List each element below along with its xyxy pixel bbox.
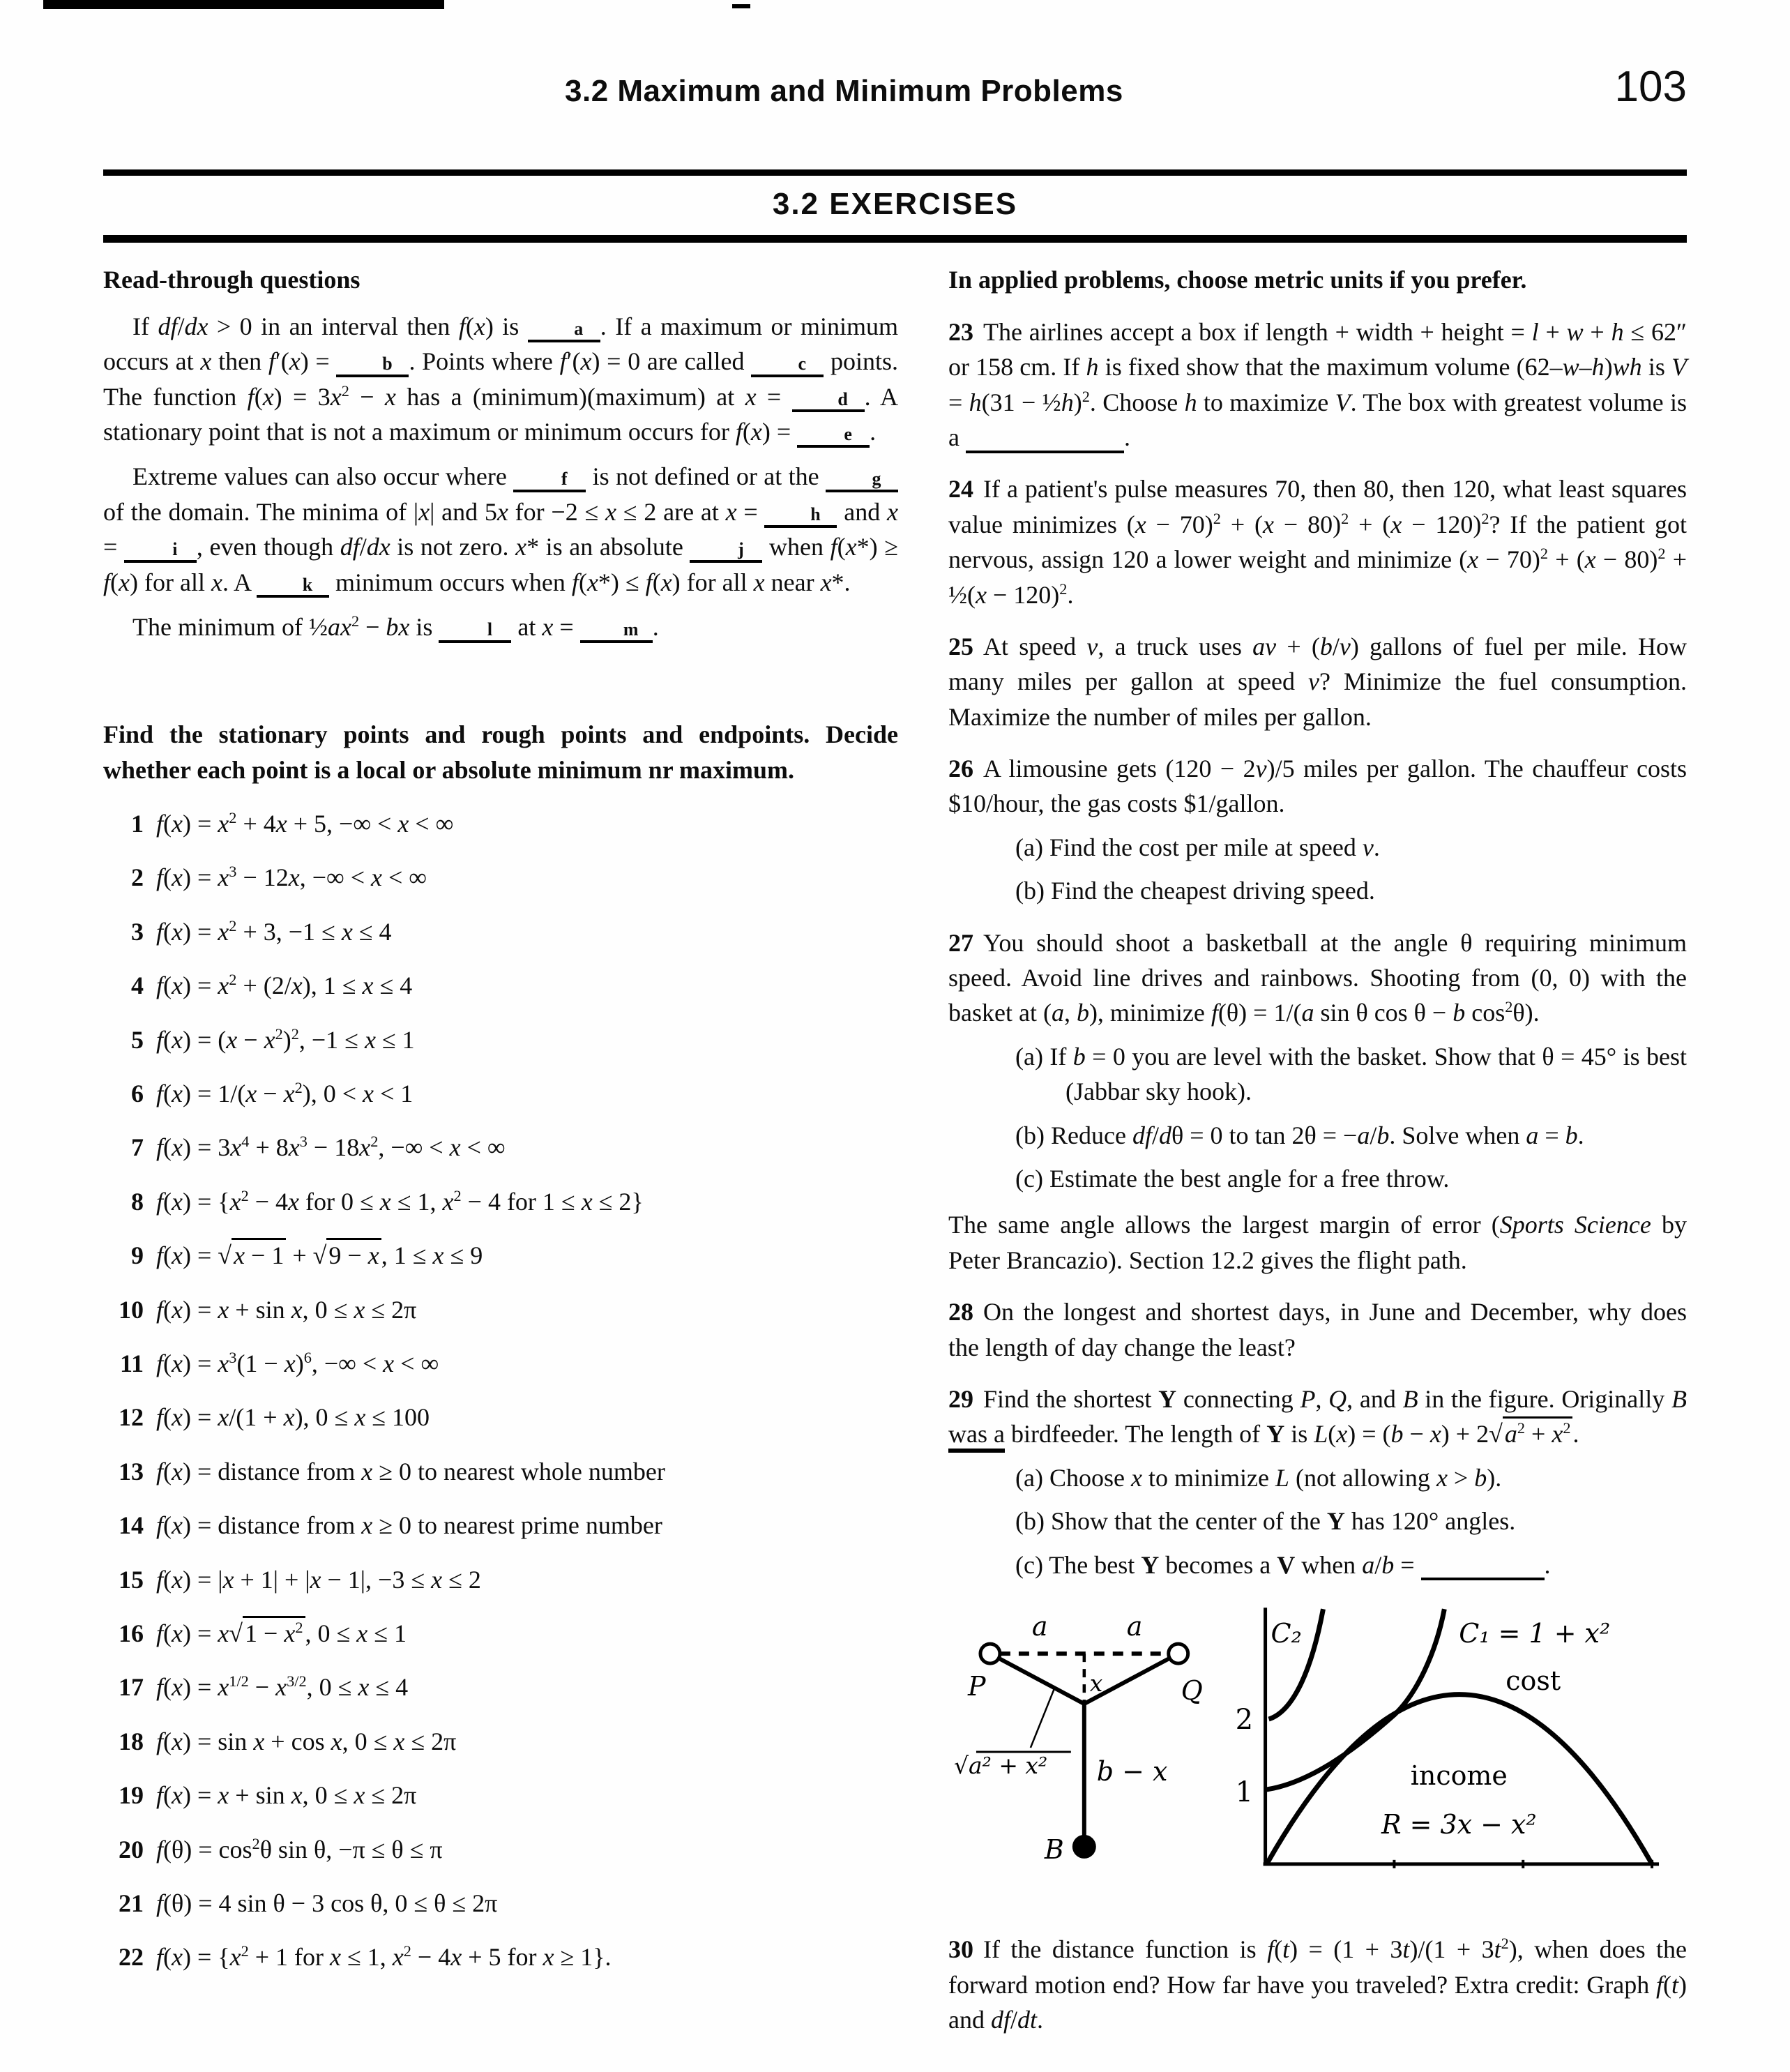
problem-text: The airlines accept a box if length + width + height = l + w + h ≤ 62″ or 158 cm. If h is fixed show that the maximum volume (62–w–h)wh is V = h(31 − ½h)$^2$. Choose h to maximize V. The box with greatest volume is a . <box>948 318 1687 451</box>
problem-number: 6 <box>131 1080 144 1108</box>
y-diagram-and-cost-income-graph <box>948 1599 1687 1906</box>
problem-text: If the distance function is $f(t) = (1 + 3t)/(1 + 3t^2)$, when does the forward motion end? How far have you traveled? Extra credit: Graph f(t) and df/dt. <box>948 1935 1687 2034</box>
problem-text: f(x) = sin x + cos x, 0 ≤ x ≤ 2π <box>156 1727 457 1755</box>
problem-27-part-a: (a) If b = 0 you are level with the basket. Show that θ = 45° is best (Jabbar sky hook). <box>1015 1042 1687 1106</box>
problem-number: 30 <box>948 1935 973 1964</box>
problem-number: 21 <box>119 1889 144 1917</box>
label-revenue-formula: R = 3x − x² <box>1381 1808 1537 1840</box>
problem-text: $f(x) = \{x^2 + 1$ for x ≤ 1, $x^2 - 4x + 5$ for x ≥ 1}. <box>156 1942 612 1972</box>
problem-10 <box>103 1292 898 1327</box>
problem-number: 8 <box>131 1187 144 1216</box>
problem-text: If a patient's pulse measures 70, then 80, then 120, what least squares value minimizes $(x - 70)^2 + (x - 80)^2 + (x - 120)^2$? If the patient got nervous, assign 120 a lower weight and minimize $(x - 70)^2 + (x - 80)^2$ + ½(x − 120)$^2$. <box>948 475 1687 609</box>
problem-27-part-b: (b) Reduce df/dθ = 0 to tan 2θ = −a/b. Solve when a = b. <box>1015 1121 1584 1149</box>
problem-text: A limousine gets (120 − 2v)/5 miles per gallon. The chauffeur costs $10/hour, the gas costs $1/gallon. <box>948 755 1687 818</box>
stationary-points-heading: Find the stationary points and rough points and endpoints. Decide whether each point is a local or absolute minimum nr maximum. <box>103 720 898 784</box>
problem-text: $f(x) = x^3 - 12x$, −∞ < x < ∞ <box>156 863 427 892</box>
problem-20 <box>103 1832 898 1867</box>
problem-number: 15 <box>119 1565 144 1594</box>
problem-11 <box>103 1346 898 1381</box>
label-Q: Q <box>1181 1674 1203 1706</box>
problem-number: 12 <box>119 1403 144 1432</box>
curve-c1-label: C₁ = 1 + x² <box>1459 1618 1611 1649</box>
problem-number: 23 <box>948 317 973 346</box>
read-through-paragraph-1: If df/dx > 0 in an interval then f(x) is a . If a maximum or minimum occurs at x then f′(x) = b . Points where f′(x) = 0 are called c points. The function $f(x) = 3x^2 - x$ has a (minimum)(maximum) at x = d . A stationary point that is not a maximum or minimum occurs for f(x) = e . <box>103 309 898 450</box>
section-title: 3.2 Maximum and Minimum Problems <box>565 74 1123 108</box>
segment-p-junction <box>990 1654 1084 1704</box>
problem-text: f(x) = distance from x ≥ 0 to nearest prime number <box>156 1511 662 1540</box>
problem-number: 24 <box>948 475 973 504</box>
problem-text: At speed v, a truck uses av + (b/v) gallons of fuel per mile. How many miles per gallon at speed v? Minimize the fuel consumption. Maximize the number of miles per gallon. <box>948 632 1687 731</box>
problem-29-part-b: (b) Show that the center of the Y has 120° angles. <box>1015 1507 1516 1536</box>
problem-30 <box>948 1932 1687 2037</box>
problem-22 <box>103 1939 898 1974</box>
problem-15 <box>103 1562 898 1597</box>
problem-8 <box>103 1184 898 1219</box>
problem-18 <box>103 1724 898 1759</box>
problem-text: f(x) = |x + 1| + |x − 1|, −3 ≤ x ≤ 2 <box>156 1565 481 1594</box>
problem-number: 27 <box>948 928 973 957</box>
point-B <box>1072 1835 1096 1859</box>
problem-23 <box>948 315 1687 455</box>
problem-number: 19 <box>119 1781 144 1810</box>
problem-text: Find the shortest Y connecting P, Q, and B in the figure. Originally B was a birdfeeder. The length of Y is $L(x) = (b - x) + 2√a^2 + x^2$. <box>948 1385 1687 1453</box>
problem-number: 2 <box>131 863 144 892</box>
problem-9 <box>103 1238 898 1273</box>
problem-number: 9 <box>131 1241 144 1270</box>
problem-25 <box>948 629 1687 734</box>
problem-19 <box>103 1778 898 1813</box>
problem-13 <box>103 1454 898 1489</box>
problem-text: $f(x) = 1/(x - x^2)$, 0 < x < 1 <box>156 1079 414 1108</box>
running-head <box>103 0 1687 118</box>
problem-29-part-a: (a) Choose x to minimize L (not allowing x > b). <box>1015 1463 1502 1492</box>
point-P <box>980 1644 1000 1663</box>
problem-number: 17 <box>119 1673 144 1702</box>
problem-text: $f(x) = x^2 + 3$, −1 ≤ x ≤ 4 <box>156 916 392 946</box>
label-b-minus-x: b − x <box>1096 1755 1168 1787</box>
curve-c2-label: C₂ <box>1271 1618 1302 1649</box>
left-column <box>103 262 898 2054</box>
scan-artifact-small <box>732 4 750 8</box>
problem-4 <box>103 968 898 1003</box>
problem-number: 10 <box>119 1295 144 1324</box>
problem-26 <box>948 751 1687 909</box>
label-P: P <box>967 1670 986 1702</box>
label-a-left: a <box>1031 1611 1048 1642</box>
problem-text: $f(x) = 3x^4 + 8x^3 - 18x^2$, −∞ < x < ∞ <box>156 1133 506 1162</box>
problem-number: 4 <box>131 971 144 1000</box>
problem-number: 22 <box>119 1943 144 1972</box>
applied-problems-heading: In applied problems, choose metric units if you prefer. <box>948 266 1527 294</box>
problem-number: 13 <box>119 1457 144 1485</box>
problem-text: f(x) = distance from x ≥ 0 to nearest whole number <box>156 1457 665 1485</box>
problem-text: f(x) = x/(1 + x), 0 ≤ x ≤ 100 <box>156 1403 430 1432</box>
problem-number: 1 <box>131 810 144 838</box>
problem-1 <box>103 806 898 841</box>
problem-26-part-b: (b) Find the cheapest driving speed. <box>1015 877 1375 905</box>
label-hypotenuse: √a² + x² <box>953 1751 1048 1779</box>
problem-text: You should shoot a basketball at the angle θ requiring minimum speed. Avoid line drives and rainbows. Shooting from (0, 0) with the basket at (a, b), minimize f(θ) = 1/(a sin θ cos θ − b $\cos^2\theta$). <box>948 928 1687 1027</box>
problem-number: 20 <box>119 1835 144 1863</box>
problem-text: On the longest and shortest days, in June and December, why does the length of day change the least? <box>948 1298 1687 1361</box>
problem-text: $f(x) = x^2 + 4x + 5$, −∞ < x < ∞ <box>156 809 454 838</box>
callout-line <box>1031 1687 1055 1748</box>
problem-14 <box>103 1508 898 1543</box>
tick-label-1: 1 <box>1235 1776 1254 1808</box>
problem-28 <box>948 1294 1687 1365</box>
problem-text: f(x) = x + sin x, 0 ≤ x ≤ 2π <box>156 1781 417 1810</box>
problem-text: $f(x) = (x - x^2)^2$, −1 ≤ x ≤ 1 <box>156 1024 415 1054</box>
problem-16 <box>103 1616 898 1651</box>
problem-6 <box>103 1076 898 1111</box>
point-Q <box>1169 1644 1188 1663</box>
label-income: income <box>1410 1760 1508 1791</box>
label-x: x <box>1089 1669 1103 1697</box>
problem-29-part-c: (c) The best Y becomes a V when a/b = . <box>948 1548 1687 1582</box>
problem-number: 18 <box>119 1727 144 1755</box>
problem-29 <box>948 1382 1687 1582</box>
problem-27 <box>948 925 1687 1278</box>
label-cost: cost <box>1505 1665 1561 1696</box>
problem-12 <box>103 1400 898 1435</box>
exercises-title: 3.2 EXERCISES <box>772 186 1018 221</box>
problem-number: 7 <box>131 1133 144 1162</box>
problem-text: $f(x) = x^2 + (2/x)$, 1 ≤ x ≤ 4 <box>156 971 413 1000</box>
problem-text: f(x) = x + sin x, 0 ≤ x ≤ 2π <box>156 1295 417 1324</box>
scan-artifact <box>43 0 444 9</box>
problem-number: 14 <box>119 1511 144 1540</box>
problem-number: 29 <box>948 1384 973 1413</box>
two-column-layout <box>103 262 1687 2054</box>
problem-text: $f(\theta) = \cos^2\theta$ sin θ, −π ≤ θ ≤ π <box>156 1834 443 1863</box>
problem-17 <box>103 1670 898 1704</box>
problem-text: f(x) = √x − 1 + √9 − x, 1 ≤ x ≤ 9 <box>156 1238 483 1269</box>
problem-number: 26 <box>948 755 973 783</box>
problem-text: $f(x) = x√1 - x^2$, 0 ≤ x ≤ 1 <box>156 1616 407 1647</box>
problem-2 <box>103 860 898 895</box>
problem-3 <box>103 914 898 949</box>
figure-exercise-29 <box>948 1599 1687 1915</box>
problem-27-part-c: (c) Estimate the best angle for a free throw. <box>1015 1164 1450 1193</box>
read-through-paragraph-3: The minimum of $\frac{1}{2}ax^2$ − bx is l at x = m . <box>103 610 898 644</box>
problem-number: 16 <box>119 1619 144 1647</box>
page-number: 103 <box>1614 63 1687 111</box>
problem-5 <box>103 1022 898 1057</box>
tick-label-2: 2 <box>1235 1703 1254 1736</box>
problem-number: 25 <box>948 632 973 660</box>
problem-text: $f(x) = \{x^2 - 4x$ for 0 ≤ x ≤ 1, $x^2 - 4$ for 1 ≤ x ≤ 2} <box>156 1186 644 1216</box>
problem-number: 5 <box>131 1025 144 1054</box>
problem-21 <box>103 1886 898 1921</box>
problem-text: $f(x) = x^3(1 - x)^6$, −∞ < x < ∞ <box>156 1348 439 1377</box>
problem-number: 28 <box>948 1298 973 1326</box>
label-B: B <box>1044 1833 1064 1865</box>
problem-24 <box>948 471 1687 612</box>
problem-text: $f(x) = x^{1/2} - x^{3/2}$, 0 ≤ x ≤ 4 <box>156 1672 409 1702</box>
right-column <box>948 262 1687 2054</box>
problem-text: f(θ) = 4 sin θ − 3 cos θ, 0 ≤ θ ≤ 2π <box>156 1889 498 1917</box>
read-through-paragraph-2: Extreme values can also occur where f is not defined or at the g of the domain. The minima of |x| and 5x for −2 ≤ x ≤ 2 are at x = h and x = i , even though df/dx is not zero. x* is an absolute j when f(x*) ≥ f(x) for all x. A k minimum occurs when f(x*) ≤ f(x) for all x near x*. <box>103 459 898 600</box>
problem-number: 11 <box>119 1349 144 1377</box>
exercises-band <box>103 169 1687 243</box>
problem-number: 3 <box>131 917 144 946</box>
label-a-right: a <box>1126 1611 1143 1642</box>
problem-27-note: The same angle allows the largest margin of error (Sports Science by Peter Brancazio). Section 12.2 gives the flight path. <box>948 1211 1687 1274</box>
read-through-heading: Read-through questions <box>103 266 361 294</box>
problem-26-part-a: (a) Find the cost per mile at speed v. <box>1015 833 1380 861</box>
problem-7 <box>103 1130 898 1165</box>
